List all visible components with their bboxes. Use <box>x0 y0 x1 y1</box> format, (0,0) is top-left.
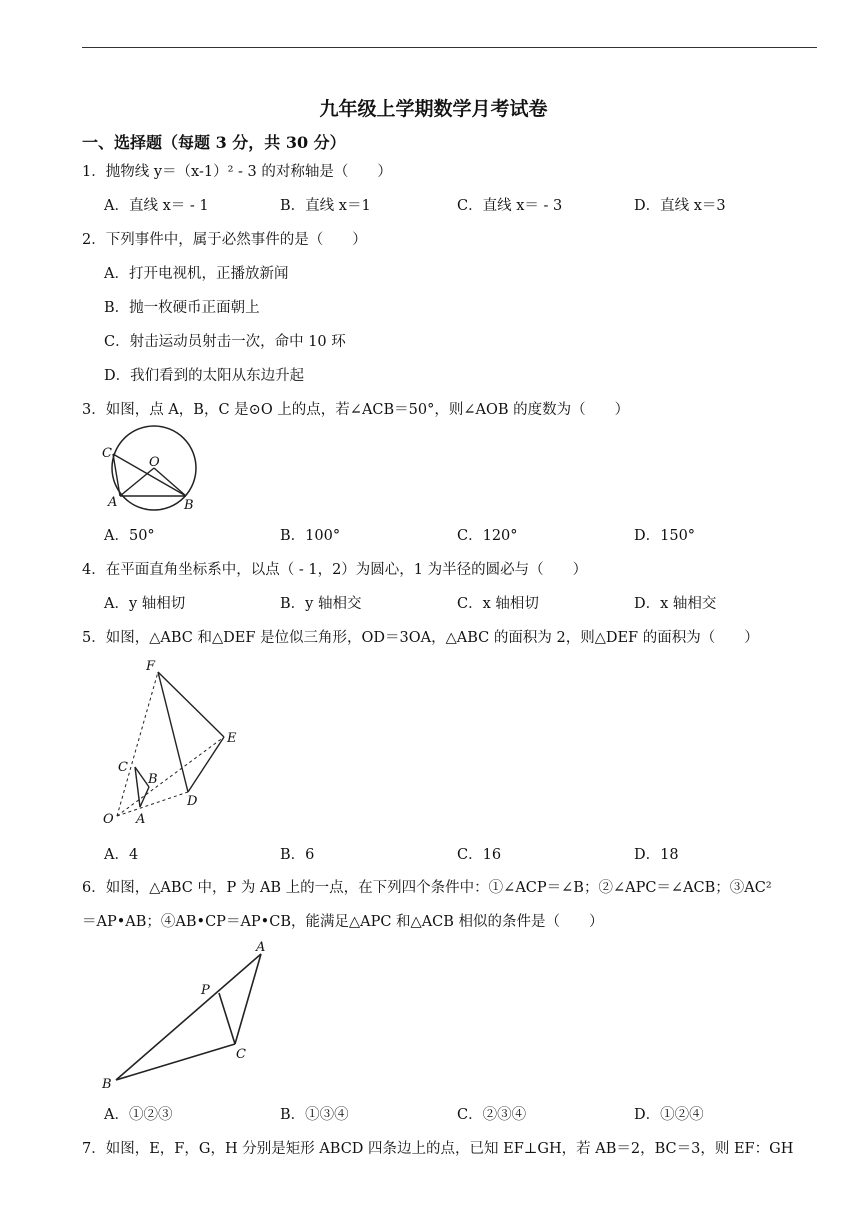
question-3-figure <box>98 424 228 516</box>
question-4-option-b[interactable]: B．y 轴相交 <box>280 596 362 612</box>
question-4-option-a[interactable]: A．y 轴相切 <box>104 596 186 612</box>
question-2-stem: 2．下列事件中，属于必然事件的是（ ） <box>82 232 367 248</box>
question-6-option-b[interactable]: B．①③④ <box>280 1107 349 1123</box>
label-o: O <box>103 812 114 827</box>
section-heading: 一、选择题（每题 3 分，共 30 分） <box>82 133 346 152</box>
label-a: A <box>256 940 266 955</box>
question-6-option-a[interactable]: A．①②③ <box>104 1107 173 1123</box>
label-b: B <box>148 772 158 787</box>
label-o: O <box>149 455 160 470</box>
question-3-option-d[interactable]: D．150° <box>634 528 696 544</box>
label-c: C <box>236 1047 246 1062</box>
question-5-option-d[interactable]: D．18 <box>634 847 679 863</box>
question-1-option-b[interactable]: B．直线 x＝1 <box>280 198 371 214</box>
question-5-option-c[interactable]: C．16 <box>457 847 502 863</box>
question-2-option-a[interactable]: A．打开电视机，正播放新闻 <box>104 266 289 282</box>
label-p: P <box>201 983 210 998</box>
label-d: D <box>187 794 198 809</box>
question-6-option-d[interactable]: D．①②④ <box>634 1107 704 1123</box>
question-2-option-d[interactable]: D．我们看到的太阳从东边升起 <box>104 368 305 384</box>
question-5-stem: 5．如图，△ABC 和△DEF 是位似三角形，OD＝3OA，△ABC 的面积为 2，则△DEF 的面积为（ ） <box>82 630 759 646</box>
label-e: E <box>227 731 237 746</box>
question-1-option-c[interactable]: C．直线 x＝ - 3 <box>457 198 563 214</box>
label-b: B <box>102 1077 112 1091</box>
header-rule <box>82 47 817 48</box>
label-a: A <box>108 495 118 510</box>
question-6-figure <box>96 936 276 1091</box>
question-1-option-d[interactable]: D．直线 x＝3 <box>634 198 726 214</box>
question-2-option-b[interactable]: B．抛一枚硬币正面朝上 <box>104 300 260 316</box>
question-3-option-c[interactable]: C．120° <box>457 528 518 544</box>
question-1-stem: 1．抛物线 y＝（x-1）² - 3 的对称轴是（ ） <box>82 164 392 180</box>
question-5-figure <box>100 655 250 830</box>
question-6-stem-line-1: 6．如图，△ABC 中，P 为 AB 上的一点，在下列四个条件中：①∠ACP＝∠B；②∠APC＝∠ACB；③AC² <box>82 880 772 896</box>
question-6-stem-line-2: ＝AP•AB；④AB•CP＝AP•CB，能满足△APC 和△ACB 相似的条件是（ ） <box>82 914 604 930</box>
question-3-option-b[interactable]: B．100° <box>280 528 341 544</box>
question-5-option-b[interactable]: B．6 <box>280 847 315 863</box>
question-2-option-c[interactable]: C．射击运动员射击一次，命中 10 环 <box>104 334 346 350</box>
label-f: F <box>146 659 156 674</box>
question-1-option-a[interactable]: A．直线 x＝ - 1 <box>104 198 209 214</box>
page-title: 九年级上学期数学月考试卷 <box>319 98 548 120</box>
label-c: C <box>118 760 128 775</box>
label-a: A <box>136 812 146 827</box>
question-7-stem: 7．如图，E，F，G，H 分别是矩形 ABCD 四条边上的点，已知 EF⊥GH，若 AB＝2，BC＝3，则 EF：GH <box>82 1141 794 1157</box>
question-6-option-c[interactable]: C．②③④ <box>457 1107 527 1123</box>
question-3-option-a[interactable]: A．50° <box>104 528 155 544</box>
label-c: C <box>102 446 112 461</box>
question-4-option-d[interactable]: D．x 轴相交 <box>634 596 717 612</box>
question-5-option-a[interactable]: A．4 <box>104 847 139 863</box>
question-4-option-c[interactable]: C．x 轴相切 <box>457 596 539 612</box>
label-b: B <box>184 498 194 513</box>
question-3-stem: 3．如图，点 A，B，C 是⊙O 上的点，若∠ACB＝50°，则∠AOB 的度数为（ ） <box>82 402 630 418</box>
question-4-stem: 4．在平面直角坐标系中，以点（ - 1，2）为圆心，1 为半径的圆必与（ ） <box>82 562 588 578</box>
